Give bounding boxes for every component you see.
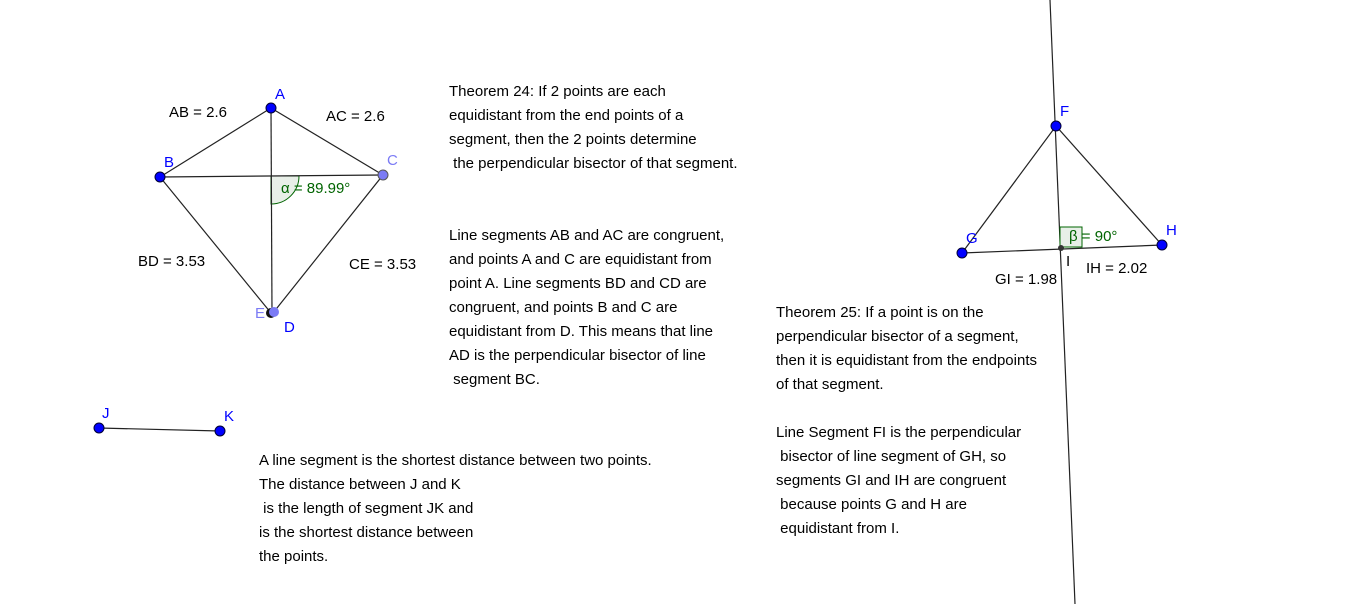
measure-gi: GI = 1.98 <box>995 271 1058 288</box>
text-line: Theorem 25: If a point is on the <box>776 304 984 321</box>
point-h[interactable] <box>1157 240 1167 250</box>
point-g[interactable] <box>957 248 967 258</box>
perpendicular-bisector-line[interactable] <box>1050 0 1075 604</box>
theorem-24-text <box>449 80 738 176</box>
label-a: A <box>275 86 286 103</box>
label-b: B <box>164 154 175 171</box>
measure-ih: IH = 2.02 <box>1086 260 1148 277</box>
segment-definition-text <box>259 449 652 569</box>
text-line: congruent, and points B and C are <box>449 299 678 316</box>
text-line: The distance between J and K <box>259 476 461 493</box>
text-line: segment, then the 2 points determine <box>449 131 697 148</box>
angle-beta-label: β = 90° <box>1069 228 1118 245</box>
text-line: because points G and H are <box>776 496 967 513</box>
text-line: the perpendicular bisector of that segment. <box>449 155 738 172</box>
text-line: perpendicular bisector of a segment, <box>776 328 1019 345</box>
segment-jk[interactable] <box>99 428 220 431</box>
point-c[interactable] <box>378 170 388 180</box>
text-line: is the shortest distance between <box>259 524 474 541</box>
text-line: segment BC. <box>449 371 540 388</box>
angle-alpha-label: α = 89.99° <box>281 180 351 197</box>
text-line: equidistant from the end points of a <box>449 107 684 124</box>
explanation-24-text <box>449 224 724 392</box>
text-line: AD is the perpendicular bisector of line <box>449 347 706 364</box>
text-line: bisector of line segment of GH, so <box>776 448 1007 465</box>
text-line: and points A and C are equidistant from <box>449 251 712 268</box>
text-line: the points. <box>259 548 329 565</box>
explanation-25-text <box>776 421 1021 541</box>
text-line: A line segment is the shortest distance between two points. <box>259 452 652 469</box>
label-k: K <box>224 408 235 425</box>
text-line: Line segments AB and AC are congruent, <box>449 227 725 244</box>
theorem-25-text <box>776 301 1037 397</box>
text-line: equidistant from I. <box>776 520 900 537</box>
point-e[interactable] <box>269 307 279 317</box>
segment-ad[interactable] <box>271 108 272 313</box>
measure-ac: AC = 2.6 <box>326 108 385 125</box>
label-d: D <box>284 319 295 336</box>
label-j: J <box>102 405 110 422</box>
measure-ab: AB = 2.6 <box>169 104 227 121</box>
label-g: G <box>966 230 978 247</box>
label-c: C <box>387 152 398 169</box>
measure-bd: BD = 3.53 <box>138 253 206 270</box>
label-i: I <box>1066 253 1071 270</box>
text-line: is the length of segment JK and <box>259 500 474 517</box>
point-a[interactable] <box>266 103 276 113</box>
text-line: Line Segment FI is the perpendicular <box>776 424 1022 441</box>
segment-bd[interactable] <box>160 177 271 313</box>
figure-kite <box>138 86 416 336</box>
text-line: of that segment. <box>776 376 884 393</box>
label-f: F <box>1060 103 1070 120</box>
label-h: H <box>1166 222 1177 239</box>
point-b[interactable] <box>155 172 165 182</box>
text-line: equidistant from D. This means that line <box>449 323 714 340</box>
text-line: then it is equidistant from the endpoints <box>776 352 1037 369</box>
text-line: Theorem 24: If 2 points are each <box>449 83 666 100</box>
text-line: point A. Line segments BD and CD are <box>449 275 707 292</box>
text-line: segments GI and IH are congruent <box>776 472 1007 489</box>
point-j[interactable] <box>94 423 104 433</box>
measure-ce: CE = 3.53 <box>349 256 417 273</box>
point-f[interactable] <box>1051 121 1061 131</box>
point-i[interactable] <box>1058 245 1064 251</box>
point-k[interactable] <box>215 426 225 436</box>
figure-segment-jk <box>94 405 234 436</box>
label-e: E <box>255 305 266 322</box>
